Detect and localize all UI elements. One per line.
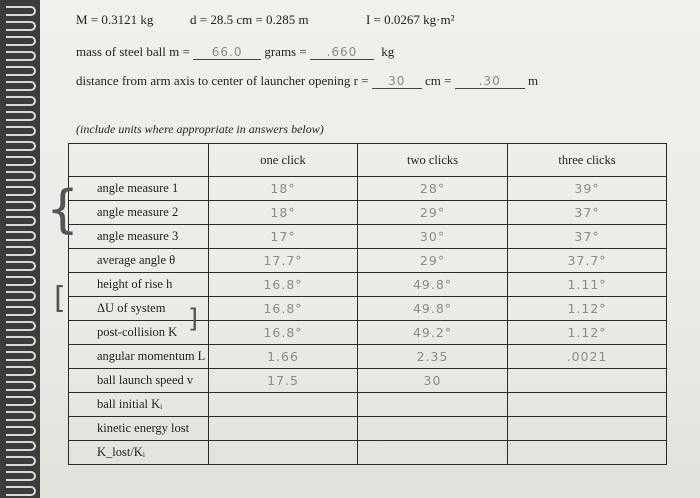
spiral-coil [6, 366, 36, 376]
spiral-coil [6, 201, 36, 211]
row-value-cell [358, 393, 508, 417]
table-header-two-clicks: two clicks [358, 144, 508, 177]
results-table [68, 143, 667, 465]
row-label: K_lost/Kᵢ [69, 441, 209, 465]
mass-M-text: M = 0.3121 kg [76, 12, 154, 27]
row-value-cell: 18° [209, 177, 358, 201]
row-value-cell: 29° [358, 249, 508, 273]
row-value-cell: 17.7° [209, 249, 358, 273]
row-label: angular momentum L [69, 345, 209, 369]
spiral-coil [6, 441, 36, 451]
instructions-text: (include units where appropriate in answers below) [76, 122, 324, 136]
spiral-coil [6, 486, 36, 496]
row-value-cell: 37.7° [508, 249, 667, 273]
spiral-coil [6, 396, 36, 406]
table-row [69, 225, 667, 249]
row-label: average angle θ [69, 249, 209, 273]
spiral-coil [6, 96, 36, 106]
row-value-cell: 1.12° [508, 297, 667, 321]
spiral-coil [6, 21, 36, 31]
spiral-coil [6, 276, 36, 286]
row-label: ball launch speed v [69, 369, 209, 393]
table-header-row [69, 144, 667, 177]
table-row [69, 441, 667, 465]
row-label: angle measure 1 [69, 177, 209, 201]
spiral-coil [6, 261, 36, 271]
row-value-cell [358, 441, 508, 465]
row-value-cell [209, 417, 358, 441]
row-label: kinetic energy lost [69, 417, 209, 441]
table-row [69, 249, 667, 273]
row-value-cell [209, 441, 358, 465]
row-value-cell: 1.11° [508, 273, 667, 297]
table-row [69, 321, 667, 345]
row-value-cell: .0021 [508, 345, 667, 369]
row-value-cell [508, 417, 667, 441]
launcher-distance-cm-unit: cm = [425, 73, 452, 88]
spiral-coil [6, 66, 36, 76]
spiral-coil [6, 156, 36, 166]
spiral-coil [6, 186, 36, 196]
row-value-cell: 30 [358, 369, 508, 393]
spiral-coil [6, 141, 36, 151]
ball-mass-grams-unit: grams = [264, 44, 307, 59]
spiral-coil [6, 111, 36, 121]
table-row [69, 417, 667, 441]
table-row [69, 369, 667, 393]
row-value-cell: 16.8° [209, 321, 358, 345]
spiral-coil [6, 216, 36, 226]
distance-d-text: d = 28.5 cm = 0.285 m [190, 12, 309, 27]
table-header-one-click: one click [209, 144, 358, 177]
spiral-coil [6, 6, 36, 16]
table-row [69, 273, 667, 297]
spiral-coil [6, 321, 36, 331]
worksheet-page [40, 0, 700, 498]
row-value-cell: 29° [358, 201, 508, 225]
table-row [69, 345, 667, 369]
spiral-coil [6, 336, 36, 346]
row-label: post-collision K [69, 321, 209, 345]
row-value-cell: 37° [508, 225, 667, 249]
row-label: ball initial Kᵢ [69, 393, 209, 417]
table-header-three-clicks: three clicks [508, 144, 667, 177]
row-value-cell: 1.66 [209, 345, 358, 369]
spiral-coil [6, 471, 36, 481]
table-row [69, 201, 667, 225]
launcher-distance-cm-value: 30 [372, 74, 422, 89]
row-value-cell: 37° [508, 201, 667, 225]
ball-mass-kg-value: .660 [310, 45, 374, 60]
launcher-distance-line [76, 73, 538, 89]
row-value-cell: 49.2° [358, 321, 508, 345]
row-label: height of rise h [69, 273, 209, 297]
table-row [69, 297, 667, 321]
spiral-coil [6, 246, 36, 256]
handwritten-brace: { [46, 180, 80, 240]
row-value-cell: 30° [358, 225, 508, 249]
spiral-coil [6, 36, 36, 46]
launcher-distance-m-unit: m [527, 73, 539, 88]
ball-mass-kg-unit: kg [381, 44, 395, 59]
table-row [69, 393, 667, 417]
ball-mass-label: mass of steel ball m = [76, 44, 190, 59]
launcher-distance-label: distance from arm axis to center of launcher opening r = [76, 73, 369, 88]
launcher-distance-m-value: .30 [455, 74, 525, 89]
ball-mass-grams-value: 66.0 [193, 45, 261, 60]
row-value-cell: 39° [508, 177, 667, 201]
spiral-coil [6, 351, 36, 361]
table-header-blank [69, 144, 209, 177]
spiral-coil [6, 456, 36, 466]
handwritten-bracket-right: ] [188, 304, 199, 334]
table-row [69, 177, 667, 201]
spiral-coil [6, 381, 36, 391]
row-label: angle measure 2 [69, 201, 209, 225]
row-value-cell: 49.8° [358, 273, 508, 297]
row-label: ΔU of system [69, 297, 209, 321]
spiral-coil [6, 126, 36, 136]
row-value-cell [358, 417, 508, 441]
inertia-I-text: I = 0.0267 kg·m² [366, 12, 455, 27]
spiral-coil [6, 306, 36, 316]
row-value-cell [508, 369, 667, 393]
handwritten-bracket-left: [ [54, 281, 66, 316]
row-value-cell: 18° [209, 201, 358, 225]
row-value-cell: 17° [209, 225, 358, 249]
row-value-cell [209, 393, 358, 417]
ball-mass-line [76, 44, 394, 60]
notebook-spiral-binding [0, 0, 40, 498]
row-value-cell: 1.12° [508, 321, 667, 345]
row-value-cell: 17.5 [209, 369, 358, 393]
spiral-coil [6, 426, 36, 436]
spiral-coil [6, 171, 36, 181]
spiral-coil [6, 411, 36, 421]
row-value-cell: 2.35 [358, 345, 508, 369]
spiral-coil [6, 81, 36, 91]
row-value-cell [508, 393, 667, 417]
spiral-coil [6, 231, 36, 241]
row-value-cell: 16.8° [209, 273, 358, 297]
row-label: angle measure 3 [69, 225, 209, 249]
row-value-cell: 49.8° [358, 297, 508, 321]
row-value-cell: 16.8° [209, 297, 358, 321]
row-value-cell: 28° [358, 177, 508, 201]
row-value-cell [508, 441, 667, 465]
spiral-coil [6, 291, 36, 301]
spiral-coil [6, 51, 36, 61]
